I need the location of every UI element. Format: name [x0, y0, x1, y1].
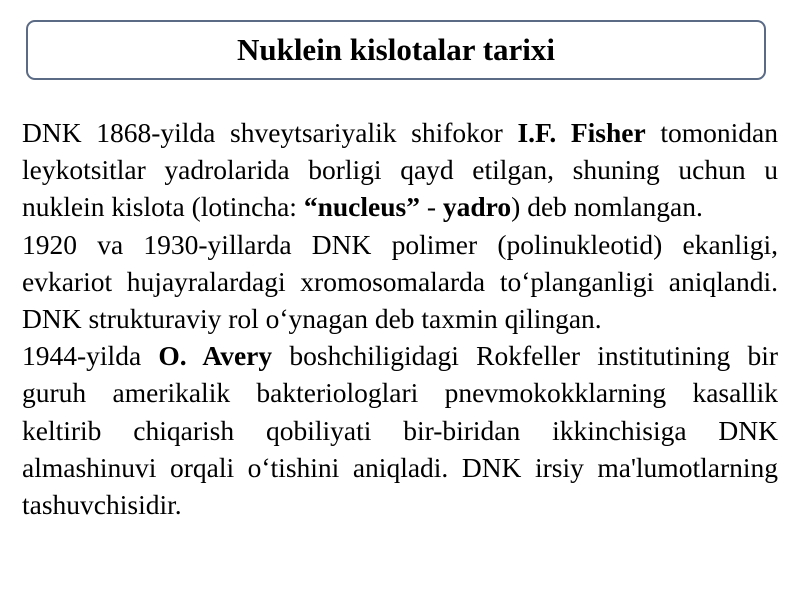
slide-title: Nuklein kislotalar tarixi — [236, 31, 556, 67]
term-yadro: yadro — [442, 191, 512, 223]
slide-body — [22, 114, 778, 523]
paragraph-2-text: 1920 va 1930-yillarda DNK polimer (polinukleotid) ekanligi, evkariot hujayralardagi xromosomalarda to‘planganligi aniqlandi. DNK strukturaviy rol o‘ynagan deb taxmin qilingan. — [22, 228, 778, 335]
paragraph-1-text-e: - — [419, 191, 443, 223]
paragraph-3-text-a: 1944-yilda — [22, 340, 159, 372]
title-box — [26, 20, 766, 80]
paragraph-1-text-a: DNK 1868-yilda shveytsariyalik shifokor — [22, 117, 518, 148]
paragraph-3-text-c: boshchiligidagi Rokfeller institutining bir guruh amerikalik bakteriologlari pnevmokokklarning kasallik keltirib chiqarish qobiliyati bir-biridan ikkinchisiga DNK almashinuvi orqali o‘tishini aniqladi. DNK irsiy ma'lumotlarning tashuvchisidir. — [22, 340, 778, 521]
scientist-name-fisher: I.F. Fisher — [517, 117, 646, 148]
paragraph-1-text-g: ) deb nomlangan. — [511, 191, 703, 223]
paragraph-2 — [22, 226, 778, 338]
latin-term-nucleus: “nucleus” — [303, 191, 420, 223]
paragraph-3 — [22, 337, 778, 523]
paragraph-1 — [22, 114, 778, 226]
paragraph-1-text-c: tomonidan leykotsitlar yadrolarida borligi qayd etilgan, shuning uchun u nuklein kislota (lotincha: — [22, 117, 778, 223]
scientist-name-avery: O. Avery — [158, 340, 273, 372]
